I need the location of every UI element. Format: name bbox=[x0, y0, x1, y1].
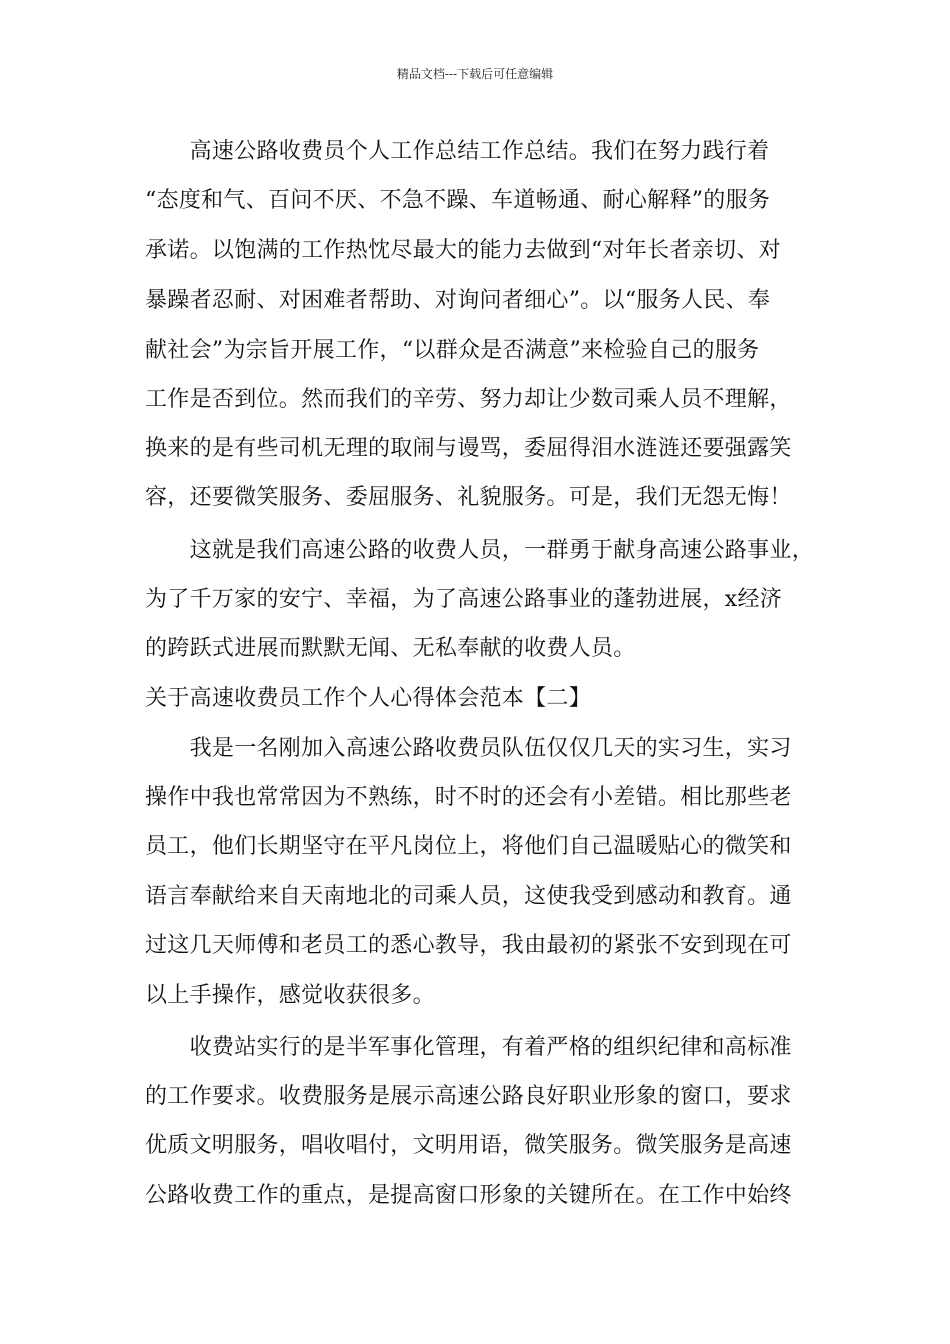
text-line: 公路收费工作的重点，是提高窗口形象的关键所在。在工作中始终 bbox=[145, 1183, 792, 1208]
text-line: 收费站实行的是半军事化管理，有着严格的组织纪律和高标准 bbox=[145, 1035, 792, 1060]
text-line: 我是一名刚加入高速公路收费员队伍仅仅几天的实习生，实习 bbox=[145, 736, 792, 761]
text-line: 操作中我也常常因为不熟练，时不时的还会有小差错。相比那些老 bbox=[145, 785, 792, 810]
text-line: 承诺。以饱满的工作热忱尽最大的能力去做到“对年长者亲切、对 bbox=[145, 238, 781, 263]
text-line: “态度和气、百问不厌、不急不躁、车道畅通、耐心解释”的服务 bbox=[145, 188, 771, 213]
text-line: 的工作要求。收费服务是展示高速公路良好职业形象的窗口，要求 bbox=[145, 1084, 792, 1109]
text-line: 高速公路收费员个人工作总结工作总结。我们在努力践行着 bbox=[145, 139, 770, 164]
text-line: 语言奉献给来自天南地北的司乘人员，这使我受到感动和教育。通 bbox=[145, 884, 792, 909]
text-line: 这就是我们高速公路的收费人员，一群勇于献身高速公路事业， bbox=[145, 538, 815, 563]
text-line: 工作是否到位。然而我们的辛劳、努力却让少数司乘人员不理解， bbox=[145, 387, 792, 412]
text-line: 为了千万家的安宁、幸福，为了高速公路事业的蓬勃进展，x经济 bbox=[145, 587, 783, 612]
text-line: 优质文明服务，唱收唱付，文明用语，微笑服务。微笑服务是高速 bbox=[145, 1133, 792, 1158]
page-header: 精品文档---下载后可任意编辑 bbox=[396, 67, 554, 81]
text-line: 献社会”为宗旨开展工作，“以群众是否满意”来检验自己的服务 bbox=[145, 338, 760, 363]
text-line: 员工，他们长期坚守在平凡岗位上，将他们自己温暖贴心的微笑和 bbox=[145, 834, 792, 859]
text-line: 容，还要微笑服务、委屈服务、礼貌服务。可是，我们无怨无悔！ bbox=[145, 485, 792, 510]
text-line: 过这几天师傅和老员工的悉心教导，我由最初的紧张不安到现在可 bbox=[145, 933, 792, 958]
text-line: 以上手操作，感觉收获很多。 bbox=[145, 983, 435, 1008]
section-heading: 关于高速收费员工作个人心得体会范本【二】 bbox=[145, 686, 592, 711]
text-line: 暴躁者忍耐、对困难者帮助、对询问者细心”。以“服务人民、奉 bbox=[145, 288, 771, 313]
text-line: 换来的是有些司机无理的取闹与谩骂，委屈得泪水涟涟还要强露笑 bbox=[145, 436, 792, 461]
text-line: 的跨跃式进展而默默无闻、无私奉献的收费人员。 bbox=[145, 636, 636, 661]
